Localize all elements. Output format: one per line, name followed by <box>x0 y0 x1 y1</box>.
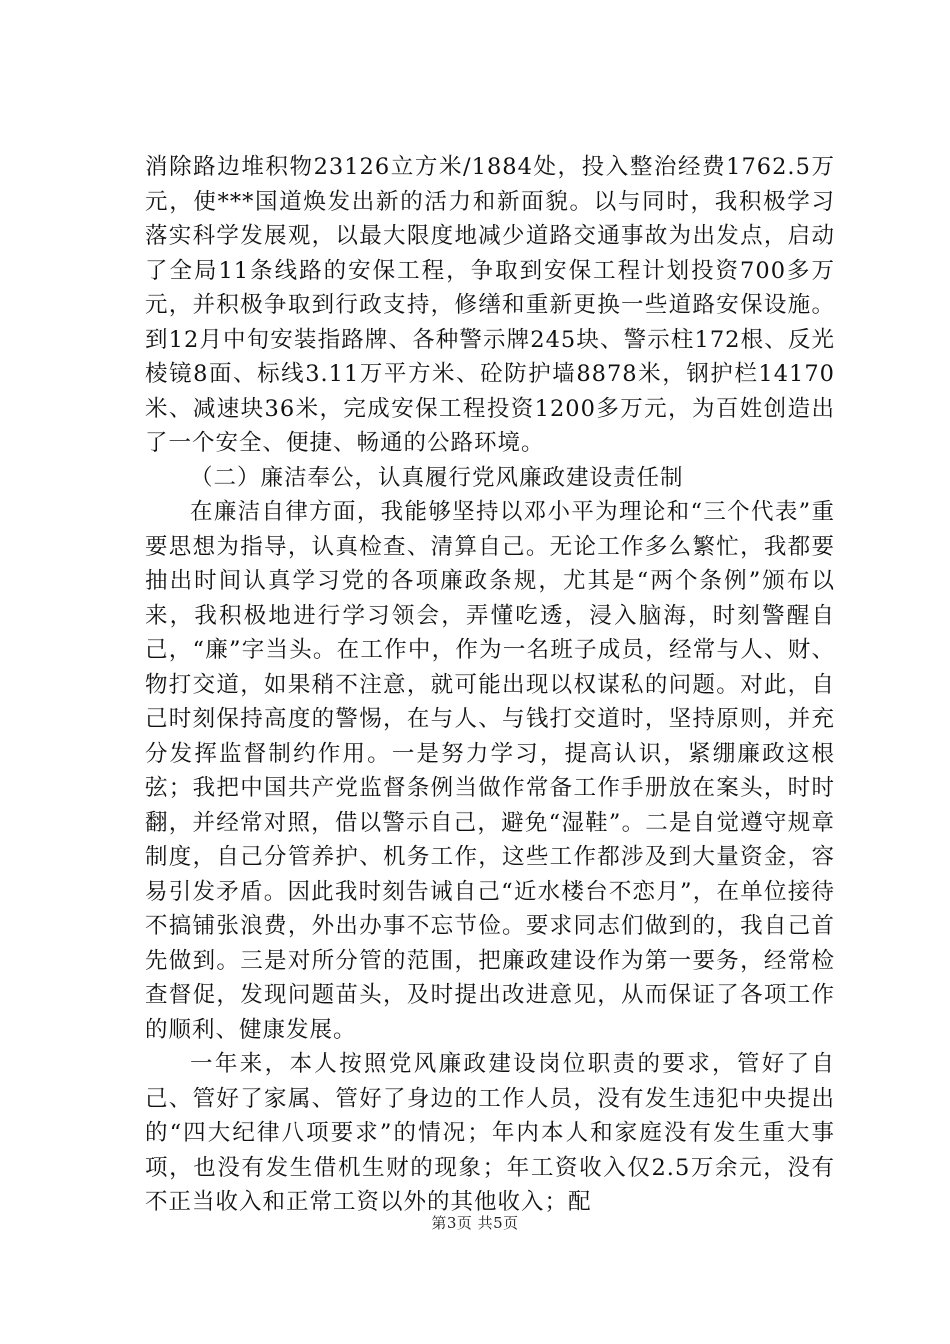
section-heading-clean-governance: （二）廉洁奉公，认真履行党风廉政建设责任制 <box>190 464 684 491</box>
paragraph-road-safety-work: 消除路边堆积物23126立方米/1884处，投入整治经费1762.5万元，使***国道焕发出新的活力和新面貌。以与同时，我积极学习落实科学发展观，以最大限度地减少道路交通事故为出发点，启动了全局11条线路的安保工程，争取到安保工程计划投资700多万元，并积极争取到行政支持，修缮和重新更换一些道路安保设施。到12月中旬安装指路牌、各种警示牌245块、警示柱172根、反光棱镜8面、标线3.11万平方米、砼防护墙8878米，钢护栏14170米、减速块36米，完成安保工程投资1200多万元，为百姓创造出了一个安全、便捷、畅通的公路环境。 <box>145 154 835 456</box>
page-footer-number: 第3页 共5页 <box>431 1214 519 1232</box>
paragraph-annual-summary: 一年来，本人按照党风廉政建设岗位职责的要求，管好了自己、管好了家属、管好了身边的工作人员，没有发生违犯中央提出的“四大纪律八项要求”的情况；年内本人和家庭没有发生重大事项，也没有发生借机生财的现象；年工资收入仅2.5万余元，没有不正当收入和正常工资以外的其他收入；配 <box>145 1051 835 1215</box>
document-body <box>145 150 835 1220</box>
paragraph-self-discipline: 在廉洁自律方面，我能够坚持以邓小平为理论和“三个代表”重要思想为指导，认真检查、清算自己。无论工作多么繁忙，我都要抽出时间认真学习党的各项廉政条规，尤其是“两个条例”颁布以来，我积极地进行学习领会，弄懂吃透，浸入脑海，时刻警醒自己，“廉”字当头。在工作中，作为一名班子成员，经常与人、财、物打交道，如果稍不注意，就可能出现以权谋私的问题。对此，自己时刻保持高度的警惕，在与人、与钱打交道时，坚持原则，并充分发挥监督制约作用。一是努力学习，提高认识，紧绷廉政这根弦；我把中国共产党监督条例当做作常备工作手册放在案头，时时翻，并经常对照，借以警示自己，避免“湿鞋”。二是自觉遵守规章制度，自己分管养护、机务工作，这些工作都涉及到大量资金，容易引发矛盾。因此我时刻告诫自己“近水楼台不恋月”，在单位接待不搞铺张浪费，外出办事不忘节俭。要求同志们做到的，我自己首先做到。三是对所分管的范围，把廉政建设作为第一要务，经常检查督促，发现问题苗头，及时提出改进意见，从而保证了各项工作的顺利、健康发展。 <box>145 499 835 1043</box>
